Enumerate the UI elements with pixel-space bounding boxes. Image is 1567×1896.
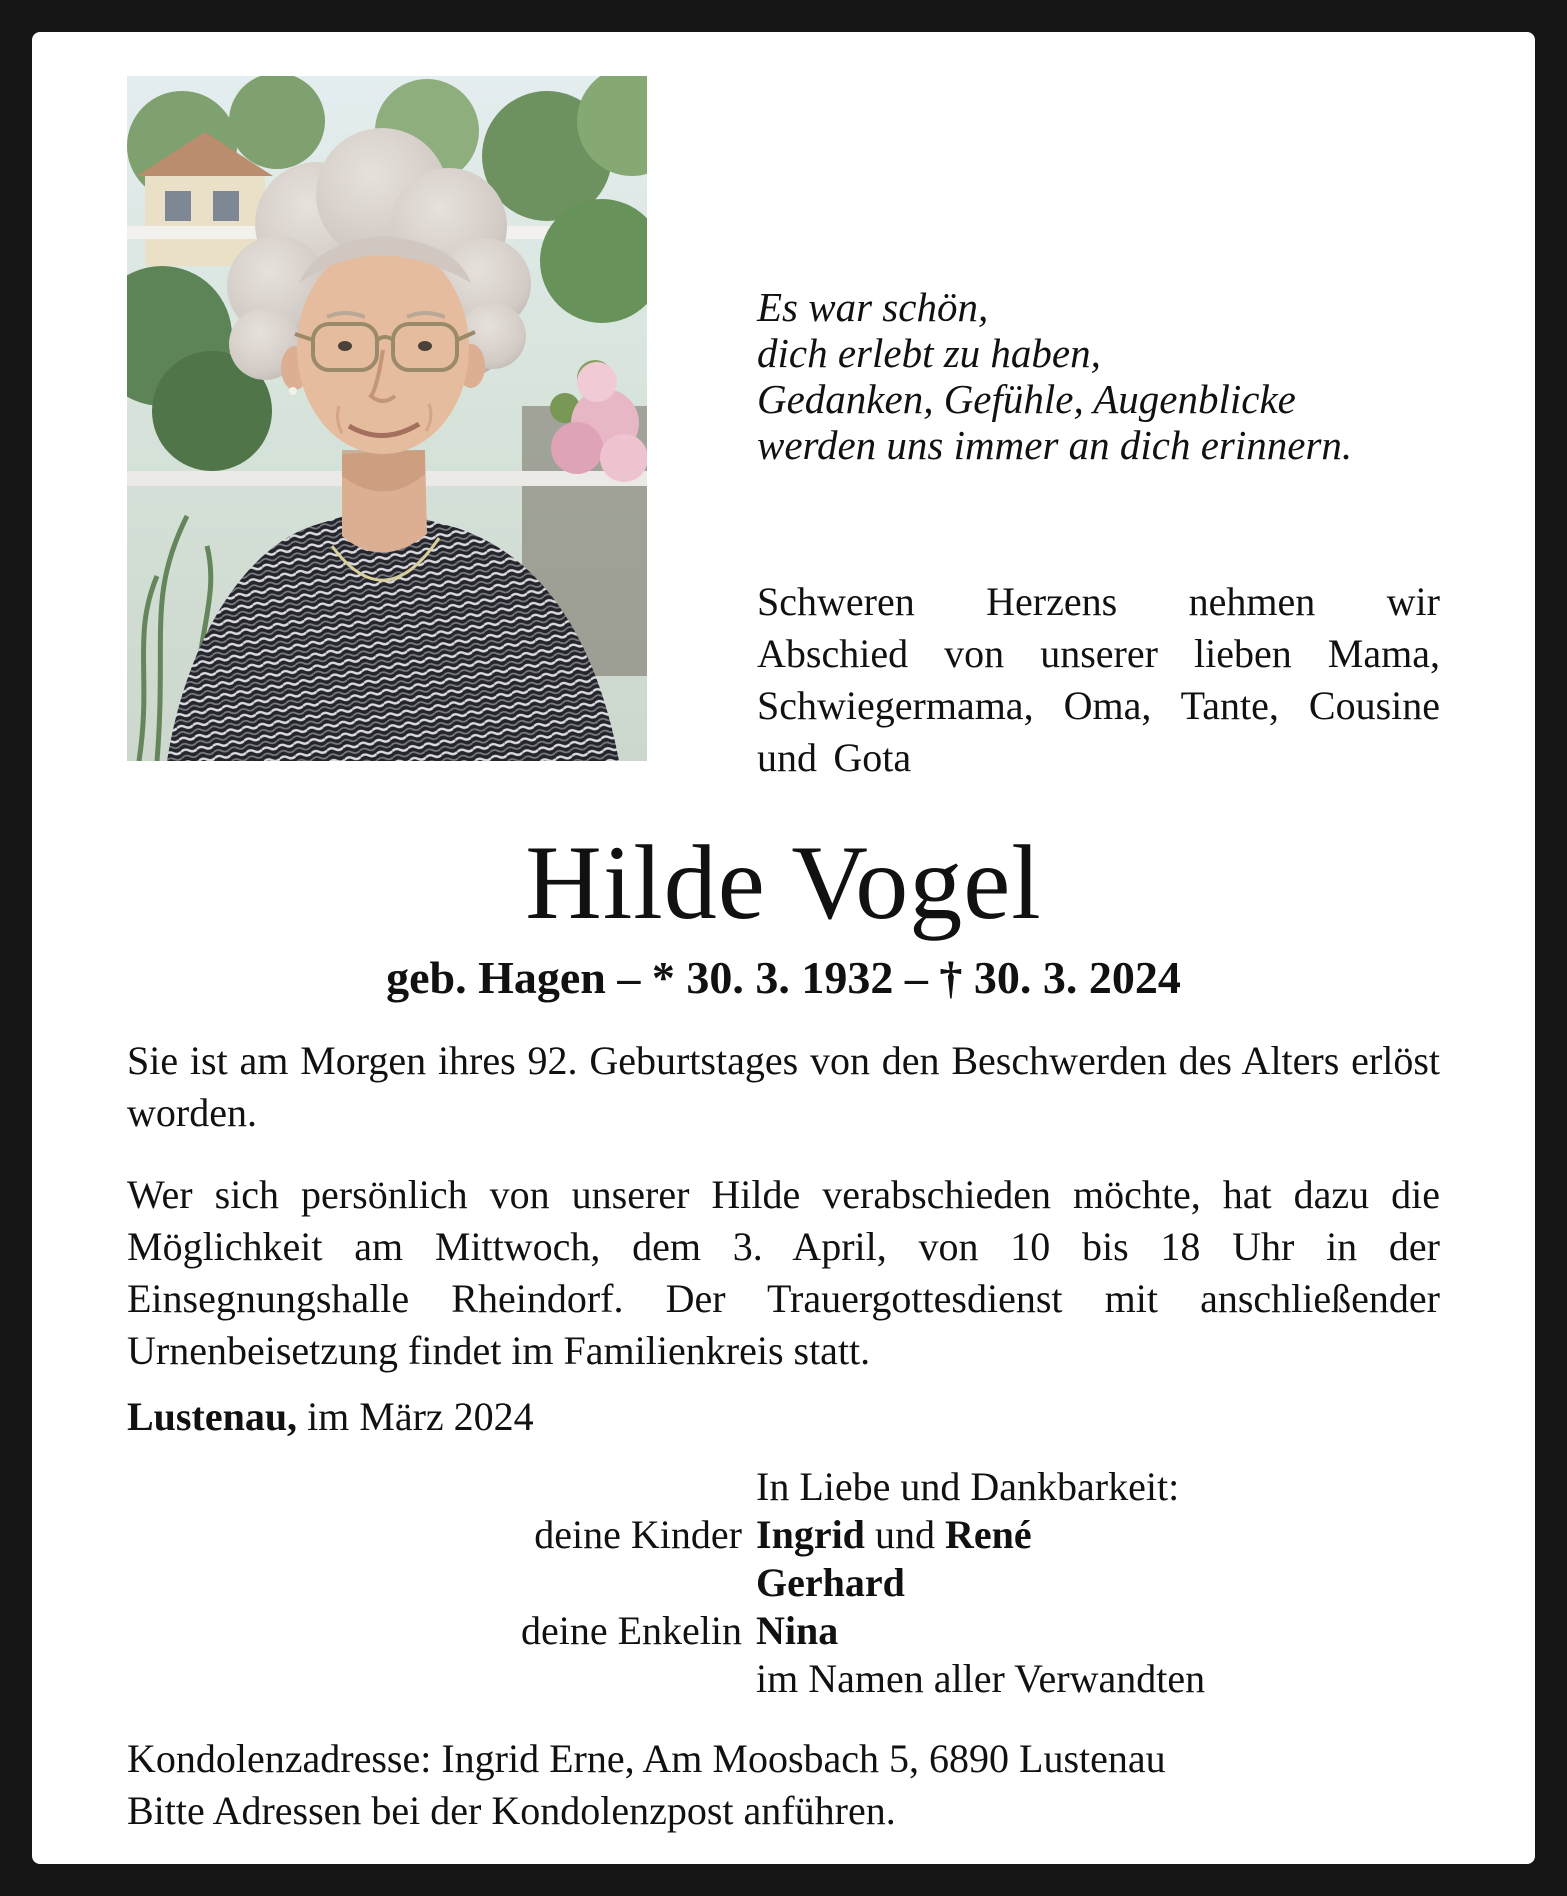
poem-line: dich erlebt zu haben, (757, 330, 1101, 376)
birth-death-line: geb. Hagen – * 30. 3. 1932 – † 30. 3. 2024 (386, 951, 1181, 1003)
family-block (127, 1463, 1440, 1703)
child-name: René (944, 1512, 1032, 1558)
children-label: deine Kinder (534, 1512, 742, 1558)
date-text: im März 2024 (307, 1394, 534, 1440)
obituary-paragraph-1: Sie ist am Morgen ihres 92. Geburtstages von den Beschwerden des Alters erlöst worden. (127, 1038, 1440, 1136)
grandchild-label: deine Enkelin (520, 1608, 742, 1654)
obituary-paragraph-2: Wer sich persönlich von unserer Hilde verabschieden möchte, hat dazu die Möglichkeit am Mittwoch, dem 3. April, von 10 bis 18 Uhr in der Einsegnungshalle Rheindorf. Der Trauergottesdienst mit anschließender Urnenbeisetzung findet im Familienkreis statt. (127, 1172, 1440, 1374)
deceased-name: Hilde Vogel (525, 824, 1042, 941)
family-closing: im Namen aller Verwandten (756, 1656, 1206, 1702)
family-label-empty (127, 1559, 742, 1607)
grandchild-name: Nina (756, 1608, 839, 1654)
poem-line: werden uns immer an dich erinnern. (757, 422, 1353, 468)
child-name: Gerhard (756, 1560, 905, 1606)
portrait-photo (127, 76, 647, 761)
portrait-illustration (127, 76, 647, 761)
condolence-address: Kondolenzadresse: Ingrid Erne, Am Moosbach 5, 6890 Lustenau (127, 1736, 1166, 1782)
memorial-poem (757, 284, 1440, 468)
obituary-sheet (32, 32, 1535, 1864)
top-section (127, 76, 1440, 784)
family-heading: In Liebe und Dankbarkeit: (756, 1464, 1180, 1510)
poem-line: Gedanken, Gefühle, Augenblicke (757, 376, 1296, 422)
family-label-empty (127, 1655, 742, 1703)
family-label-empty (127, 1463, 742, 1511)
place-date-line (127, 1391, 1440, 1443)
farewell-text: Schweren Herzens nehmen wir Abschied von unserer lieben Mama, Schwiegermama, Oma, Tante, Cousine und Gota (757, 579, 1440, 780)
children-names (756, 1511, 1440, 1559)
condolence-note: Bitte Adressen bei der Kondolenzpost anführen. (127, 1788, 896, 1834)
condolence-block (127, 1733, 1440, 1837)
child-name: Ingrid (756, 1512, 865, 1558)
place-name: Lustenau, (127, 1394, 298, 1440)
intro-column (757, 76, 1440, 784)
conjunction: und (874, 1512, 935, 1558)
poem-line: Es war schön, (757, 284, 989, 330)
